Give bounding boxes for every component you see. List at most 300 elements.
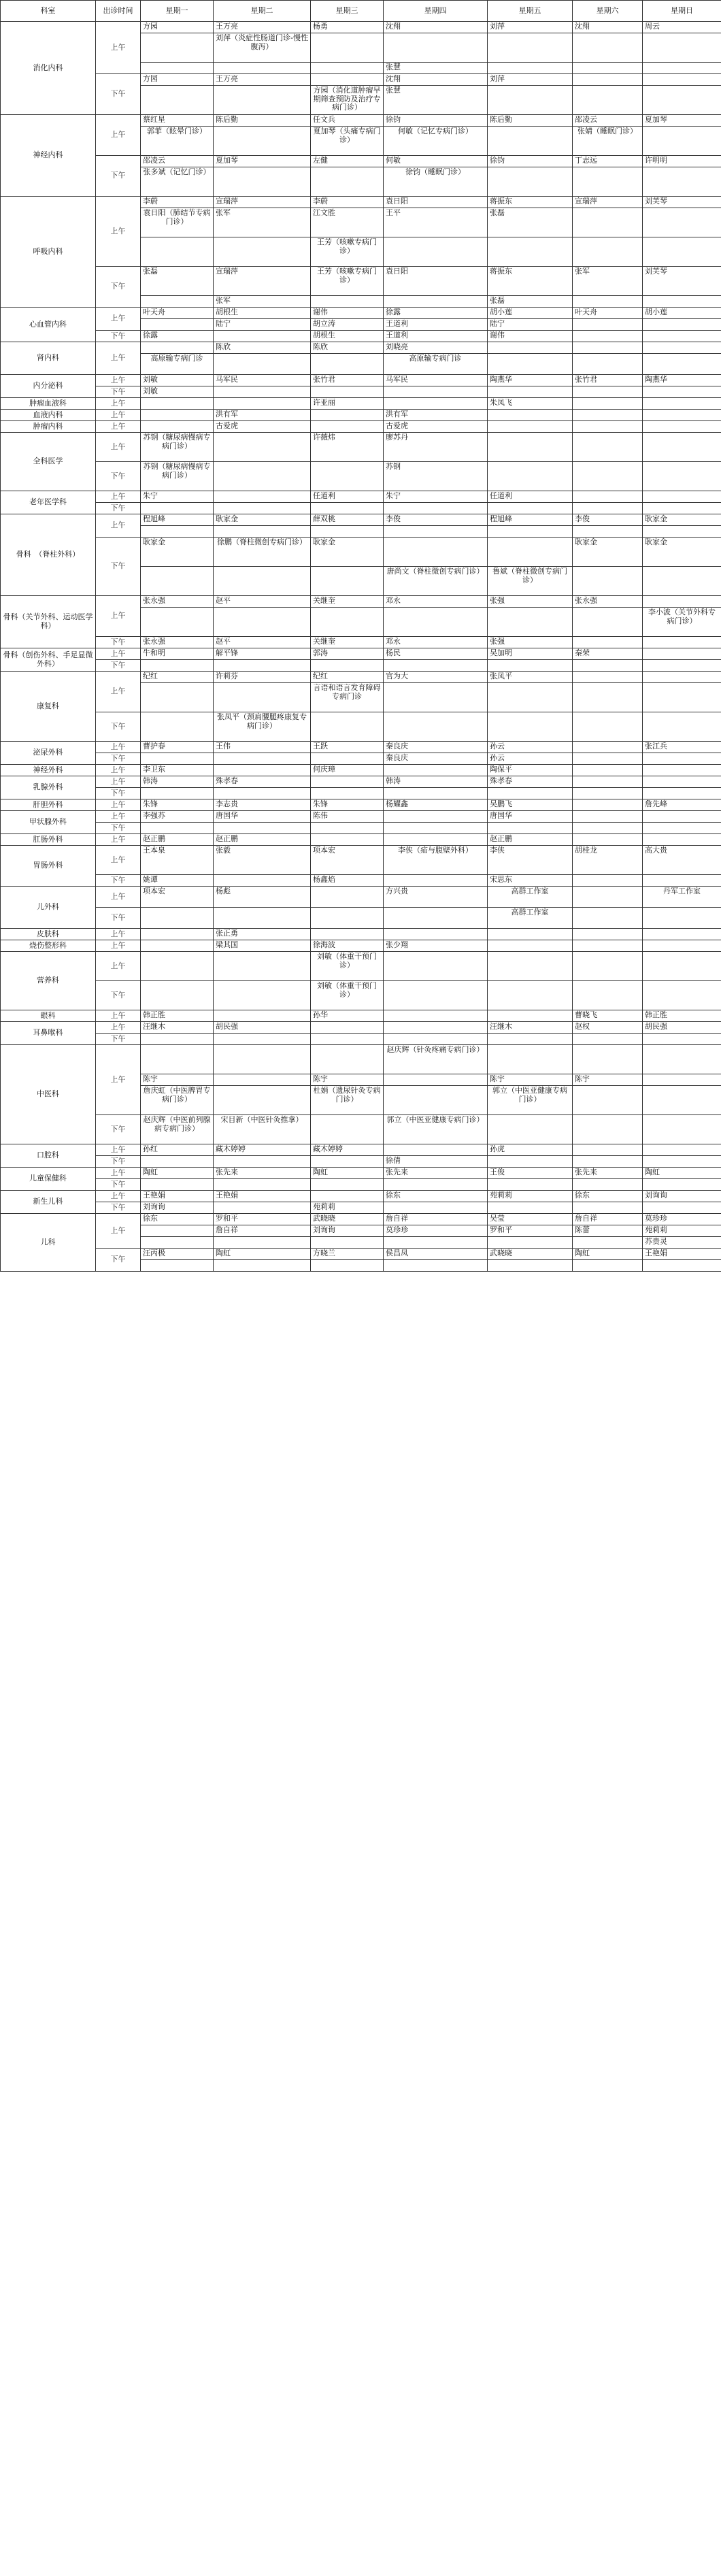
doctor-cell: 陶燕华: [643, 375, 721, 386]
doctor-cell: [384, 1144, 488, 1156]
doctor-cell: 赵庆辉（针灸疼痛专病门诊）: [384, 1045, 488, 1074]
doctor-cell: [214, 1260, 311, 1272]
doctor-cell: [643, 712, 721, 742]
time-cell: 上午: [96, 1214, 141, 1249]
doctor-cell: 胡根生: [214, 308, 311, 319]
doctor-cell: 张先来: [573, 1168, 643, 1179]
doctor-cell: [311, 776, 384, 788]
doctor-cell: 江文胜: [311, 208, 384, 237]
table-row: [1, 503, 721, 514]
doctor-cell: 方园: [141, 74, 214, 86]
time-cell: 上午: [96, 952, 141, 981]
doctor-cell: [311, 1191, 384, 1202]
doctor-cell: [384, 398, 488, 410]
department-cell: 口腔科: [1, 1144, 96, 1168]
doctor-cell: 秦良庆: [384, 753, 488, 765]
doctor-cell: [488, 237, 573, 267]
time-cell: 上午: [96, 22, 141, 74]
doctor-cell: [311, 660, 384, 672]
doctor-cell: [573, 398, 643, 410]
doctor-cell: 李蔚: [141, 197, 214, 208]
doctor-cell: [384, 526, 488, 538]
doctor-cell: [643, 433, 721, 462]
table-row: [1, 929, 721, 940]
doctor-cell: [643, 952, 721, 981]
doctor-cell: 丹军工作室: [643, 887, 721, 908]
doctor-cell: [311, 834, 384, 846]
doctor-cell: [643, 981, 721, 1010]
doctor-cell: 徐海波: [311, 940, 384, 952]
table-row: [1, 908, 721, 929]
doctor-cell: 王道利: [384, 319, 488, 331]
doctor-cell: 朱宁: [141, 491, 214, 503]
doctor-cell: 张少翔: [384, 940, 488, 952]
doctor-cell: 叶天舟: [141, 308, 214, 319]
doctor-cell: 张先来: [214, 1168, 311, 1179]
doctor-cell: 李志贵: [214, 799, 311, 811]
doctor-cell: [384, 1022, 488, 1034]
doctor-cell: 胡民强: [214, 1022, 311, 1034]
table-row: [1, 712, 721, 742]
doctor-cell: [214, 1237, 311, 1249]
doctor-cell: [384, 1010, 488, 1022]
doctor-cell: [311, 296, 384, 308]
doctor-cell: [573, 354, 643, 375]
table-row: [1, 1249, 721, 1260]
doctor-cell: [573, 1156, 643, 1168]
doctor-cell: 张婧（睡眠门诊）: [573, 127, 643, 156]
doctor-cell: [311, 421, 384, 433]
doctor-cell: 杨鑫焰: [311, 875, 384, 887]
doctor-cell: 李强苏: [141, 811, 214, 823]
table-row: [1, 811, 721, 823]
time-cell: 上午: [96, 1168, 141, 1179]
doctor-cell: 徐鹏（脊柱微创专病门诊）: [214, 538, 311, 567]
doctor-cell: [311, 1179, 384, 1191]
doctor-cell: 吴加明: [488, 648, 573, 660]
doctor-cell: 邓永: [384, 637, 488, 648]
doctor-cell: 徐钧: [384, 115, 488, 127]
doctor-cell: 张强: [488, 637, 573, 648]
time-cell: 上午: [96, 115, 141, 156]
doctor-cell: [488, 929, 573, 940]
doctor-cell: 王万亮: [214, 74, 311, 86]
table-row: [1, 514, 721, 526]
doctor-cell: [643, 1074, 721, 1086]
doctor-cell: 陶燕华: [488, 375, 573, 386]
doctor-cell: [643, 1045, 721, 1074]
doctor-cell: 杨民: [384, 648, 488, 660]
doctor-cell: [573, 319, 643, 331]
time-cell: 下午: [96, 1249, 141, 1272]
doctor-cell: 许亚丽: [311, 398, 384, 410]
time-cell: 下午: [96, 462, 141, 491]
doctor-cell: 刘萍: [488, 22, 573, 33]
department-cell: 耳鼻喉科: [1, 1022, 96, 1045]
doctor-cell: [643, 660, 721, 672]
doctor-cell: [141, 608, 214, 637]
doctor-cell: 宋思东: [488, 875, 573, 887]
time-cell: 上午: [96, 421, 141, 433]
table-row: [1, 398, 721, 410]
doctor-cell: [488, 712, 573, 742]
doctor-cell: [214, 1179, 311, 1191]
time-cell: 上午: [96, 672, 141, 712]
doctor-cell: [643, 929, 721, 940]
doctor-cell: 赵正鹏: [214, 834, 311, 846]
doctor-cell: 沈翔: [384, 74, 488, 86]
doctor-cell: [488, 167, 573, 197]
doctor-cell: 丁志远: [573, 156, 643, 167]
doctor-cell: 詹自祥: [214, 1225, 311, 1237]
doctor-cell: [643, 753, 721, 765]
doctor-cell: [384, 952, 488, 981]
doctor-cell: [311, 1034, 384, 1045]
doctor-cell: [573, 63, 643, 74]
table-row: [1, 1034, 721, 1045]
department-cell: 神经内科: [1, 115, 96, 197]
department-cell: 神经外科: [1, 765, 96, 776]
doctor-cell: [311, 503, 384, 514]
department-cell: 乳腺外科: [1, 776, 96, 799]
doctor-cell: 陈欣: [214, 342, 311, 354]
time-cell: 上午: [96, 1022, 141, 1034]
doctor-cell: 王跃: [311, 742, 384, 753]
doctor-cell: [643, 462, 721, 491]
doctor-cell: [573, 823, 643, 834]
doctor-cell: [488, 462, 573, 491]
doctor-cell: [141, 683, 214, 712]
doctor-cell: 张军: [214, 296, 311, 308]
doctor-cell: [311, 753, 384, 765]
doctor-cell: [643, 648, 721, 660]
doctor-cell: [311, 386, 384, 398]
time-cell: 下午: [96, 753, 141, 765]
doctor-cell: 赵平: [214, 637, 311, 648]
doctor-cell: [643, 319, 721, 331]
table-row: [1, 421, 721, 433]
doctor-cell: [214, 354, 311, 375]
doctor-cell: [311, 929, 384, 940]
doctor-cell: [384, 1179, 488, 1191]
doctor-cell: 何敏: [384, 156, 488, 167]
table-row: [1, 308, 721, 319]
doctor-cell: 苏钢: [384, 462, 488, 491]
doctor-cell: [573, 1237, 643, 1249]
doctor-cell: [573, 526, 643, 538]
doctor-cell: 张江兵: [643, 742, 721, 753]
doctor-cell: [384, 386, 488, 398]
doctor-cell: 沈翔: [573, 22, 643, 33]
doctor-cell: 苑莉莉: [311, 1202, 384, 1214]
doctor-cell: 李俊: [384, 514, 488, 526]
doctor-cell: [141, 1237, 214, 1249]
doctor-cell: [643, 386, 721, 398]
table-row: [1, 596, 721, 608]
doctor-cell: 王艳娟: [214, 1191, 311, 1202]
department-cell: 胃肠外科: [1, 846, 96, 887]
doctor-cell: 宣瑞萍: [214, 267, 311, 296]
time-cell: 上午: [96, 765, 141, 776]
doctor-cell: [311, 788, 384, 799]
doctor-cell: 唐国华: [214, 811, 311, 823]
doctor-cell: [311, 63, 384, 74]
doctor-cell: [488, 503, 573, 514]
doctor-cell: 孙云: [488, 742, 573, 753]
doctor-cell: [643, 1115, 721, 1144]
department-cell: 泌尿外科: [1, 742, 96, 765]
doctor-cell: 方园（消化道肿瘤早期筛查预防及治疗专病门诊）: [311, 86, 384, 115]
doctor-cell: [141, 753, 214, 765]
doctor-cell: [573, 834, 643, 846]
doctor-cell: [141, 86, 214, 115]
table-row: [1, 1168, 721, 1179]
doctor-cell: [573, 1260, 643, 1272]
department-cell: 骨科（创伤外科、手足显微外科）: [1, 648, 96, 672]
doctor-cell: [643, 776, 721, 788]
doctor-cell: [141, 1045, 214, 1074]
department-cell: 肛肠外科: [1, 834, 96, 846]
doctor-cell: [488, 1115, 573, 1144]
doctor-cell: 王本泉: [141, 846, 214, 875]
table-row: [1, 538, 721, 567]
doctor-cell: 关继奎: [311, 596, 384, 608]
doctor-cell: 赵平: [214, 596, 311, 608]
doctor-cell: 罗和平: [488, 1225, 573, 1237]
doctor-cell: 汪继木: [141, 1022, 214, 1034]
doctor-cell: [384, 834, 488, 846]
doctor-cell: [488, 342, 573, 354]
doctor-cell: 胡立涛: [311, 319, 384, 331]
doctor-cell: 夏加琴: [214, 156, 311, 167]
doctor-cell: 徐露: [141, 331, 214, 342]
doctor-cell: 胡桂龙: [573, 846, 643, 875]
doctor-cell: [214, 567, 311, 596]
doctor-cell: 王芳（咳嗽专病门诊）: [311, 267, 384, 296]
time-cell: 下午: [96, 386, 141, 398]
doctor-cell: [643, 596, 721, 608]
doctor-cell: 鲁斌（脊柱微创专病门诊）: [488, 567, 573, 596]
doctor-cell: [573, 167, 643, 197]
doctor-cell: 纪红: [141, 672, 214, 683]
doctor-cell: [573, 608, 643, 637]
doctor-cell: 耿家金: [141, 538, 214, 567]
doctor-cell: [643, 331, 721, 342]
doctor-cell: [311, 33, 384, 63]
doctor-cell: 周云: [643, 22, 721, 33]
doctor-cell: 唐国华: [488, 811, 573, 823]
doctor-cell: [384, 1260, 488, 1272]
doctor-cell: 张强: [488, 596, 573, 608]
doctor-cell: [573, 208, 643, 237]
doctor-cell: 洪有军: [384, 410, 488, 421]
time-cell: 下午: [96, 908, 141, 929]
doctor-cell: 刘芙琴: [643, 197, 721, 208]
time-cell: 上午: [96, 776, 141, 788]
table-row: [1, 74, 721, 86]
doctor-cell: [141, 296, 214, 308]
department-cell: 新生儿科: [1, 1191, 96, 1214]
doctor-cell: [214, 526, 311, 538]
department-cell: 康复科: [1, 672, 96, 742]
doctor-cell: 苑莉莉: [488, 1191, 573, 1202]
doctor-cell: 古爱虎: [384, 421, 488, 433]
table-row: [1, 846, 721, 875]
doctor-cell: [384, 608, 488, 637]
doctor-cell: [384, 765, 488, 776]
doctor-cell: 梁其国: [214, 940, 311, 952]
doctor-cell: [643, 167, 721, 197]
time-cell: 下午: [96, 538, 141, 596]
department-cell: 烧伤整形科: [1, 940, 96, 952]
time-cell: 上午: [96, 811, 141, 823]
doctor-cell: 张先来: [384, 1168, 488, 1179]
department-cell: 消化内科: [1, 22, 96, 115]
doctor-cell: 李小波（关节外科专病门诊）: [643, 608, 721, 637]
department-cell: 肝胆外科: [1, 799, 96, 811]
department-cell: 全科医学: [1, 433, 96, 491]
time-cell: 上午: [96, 308, 141, 331]
doctor-cell: [214, 1202, 311, 1214]
doctor-cell: 藏木婷婷: [214, 1144, 311, 1156]
doctor-cell: 陈后勤: [488, 115, 573, 127]
schedule-body: [1, 22, 721, 1272]
doctor-cell: 李卫东: [141, 765, 214, 776]
doctor-cell: [573, 296, 643, 308]
doctor-cell: 牛和明: [141, 648, 214, 660]
table-row: [1, 22, 721, 33]
table-row: [1, 1010, 721, 1022]
doctor-cell: 许莉芬: [214, 672, 311, 683]
time-cell: 上午: [96, 1191, 141, 1202]
doctor-cell: [488, 940, 573, 952]
doctor-cell: 邵凌云: [141, 156, 214, 167]
time-cell: 下午: [96, 156, 141, 197]
doctor-cell: 张慧: [384, 86, 488, 115]
doctor-cell: [141, 33, 214, 63]
doctor-cell: [643, 1156, 721, 1168]
doctor-cell: [488, 1034, 573, 1045]
doctor-cell: 秦荣: [573, 648, 643, 660]
doctor-cell: 莫珍珍: [643, 1214, 721, 1225]
doctor-cell: 胡小莲: [488, 308, 573, 319]
doctor-cell: 项本宏: [311, 846, 384, 875]
department-cell: 中医科: [1, 1045, 96, 1144]
doctor-cell: [573, 33, 643, 63]
time-cell: 下午: [96, 712, 141, 742]
doctor-cell: [214, 386, 311, 398]
doctor-cell: 张竹君: [311, 375, 384, 386]
doctor-cell: 胡根生: [311, 331, 384, 342]
doctor-cell: 方晓兰: [311, 1249, 384, 1260]
doctor-cell: [573, 981, 643, 1010]
column-header: 星期六: [573, 1, 643, 22]
doctor-cell: 李侠（疝与腹壁外科）: [384, 846, 488, 875]
department-cell: 儿科: [1, 1214, 96, 1272]
doctor-cell: [488, 354, 573, 375]
doctor-cell: [311, 1156, 384, 1168]
department-cell: 骨科 （脊柱外科）: [1, 514, 96, 596]
doctor-cell: 曹晓飞: [573, 1010, 643, 1022]
doctor-cell: 蒋振东: [488, 267, 573, 296]
doctor-cell: [573, 86, 643, 115]
doctor-cell: 韩正胜: [643, 1010, 721, 1022]
doctor-cell: [573, 672, 643, 683]
doctor-cell: 詹先峰: [643, 799, 721, 811]
doctor-cell: 廖苏丹: [384, 433, 488, 462]
table-row: [1, 765, 721, 776]
table-row: [1, 331, 721, 342]
doctor-cell: [214, 86, 311, 115]
doctor-cell: [643, 63, 721, 74]
doctor-cell: [643, 398, 721, 410]
doctor-cell: 詹庆虹（中医脾胃专病门诊）: [141, 1086, 214, 1115]
doctor-cell: 马军民: [214, 375, 311, 386]
doctor-cell: [643, 1260, 721, 1272]
doctor-cell: 张磊: [488, 296, 573, 308]
doctor-cell: [643, 637, 721, 648]
doctor-cell: 官为大: [384, 672, 488, 683]
doctor-cell: [643, 74, 721, 86]
doctor-cell: [488, 823, 573, 834]
time-cell: 上午: [96, 433, 141, 462]
column-header: 星期日: [643, 1, 721, 22]
doctor-cell: [573, 331, 643, 342]
doctor-cell: [384, 788, 488, 799]
doctor-cell: 许薇炜: [311, 433, 384, 462]
doctor-cell: 陶虹: [214, 1249, 311, 1260]
doctor-cell: [573, 433, 643, 462]
time-cell: 上午: [96, 929, 141, 940]
doctor-cell: [384, 1034, 488, 1045]
doctor-cell: 吴鹏飞: [488, 799, 573, 811]
doctor-cell: 徐钧: [488, 156, 573, 167]
doctor-cell: [384, 1074, 488, 1086]
doctor-cell: [141, 788, 214, 799]
doctor-cell: [384, 1202, 488, 1214]
schedule-header: [1, 1, 721, 22]
doctor-cell: 赵权: [573, 1022, 643, 1034]
time-cell: 下午: [96, 823, 141, 834]
doctor-cell: 高群工作室: [488, 887, 573, 908]
table-row: [1, 672, 721, 683]
doctor-cell: 李侠: [488, 846, 573, 875]
doctor-cell: 张永强: [573, 596, 643, 608]
table-row: [1, 1191, 721, 1202]
doctor-cell: 陈蕾: [573, 1225, 643, 1237]
doctor-cell: 陆宁: [214, 319, 311, 331]
doctor-cell: [573, 929, 643, 940]
table-row: [1, 115, 721, 127]
table-row: [1, 742, 721, 753]
doctor-cell: 刘询询: [643, 1191, 721, 1202]
doctor-cell: [384, 660, 488, 672]
doctor-cell: [214, 765, 311, 776]
doctor-cell: [643, 526, 721, 538]
time-cell: 上午: [96, 648, 141, 660]
doctor-cell: 韩涛: [141, 776, 214, 788]
doctor-cell: [573, 1034, 643, 1045]
doctor-cell: [573, 799, 643, 811]
doctor-cell: 孙云: [488, 753, 573, 765]
doctor-cell: [643, 567, 721, 596]
doctor-cell: 古爱虎: [214, 421, 311, 433]
doctor-cell: [573, 875, 643, 887]
doctor-cell: [573, 788, 643, 799]
doctor-cell: [573, 74, 643, 86]
doctor-cell: 耿家金: [643, 514, 721, 526]
department-cell: 儿外科: [1, 887, 96, 929]
